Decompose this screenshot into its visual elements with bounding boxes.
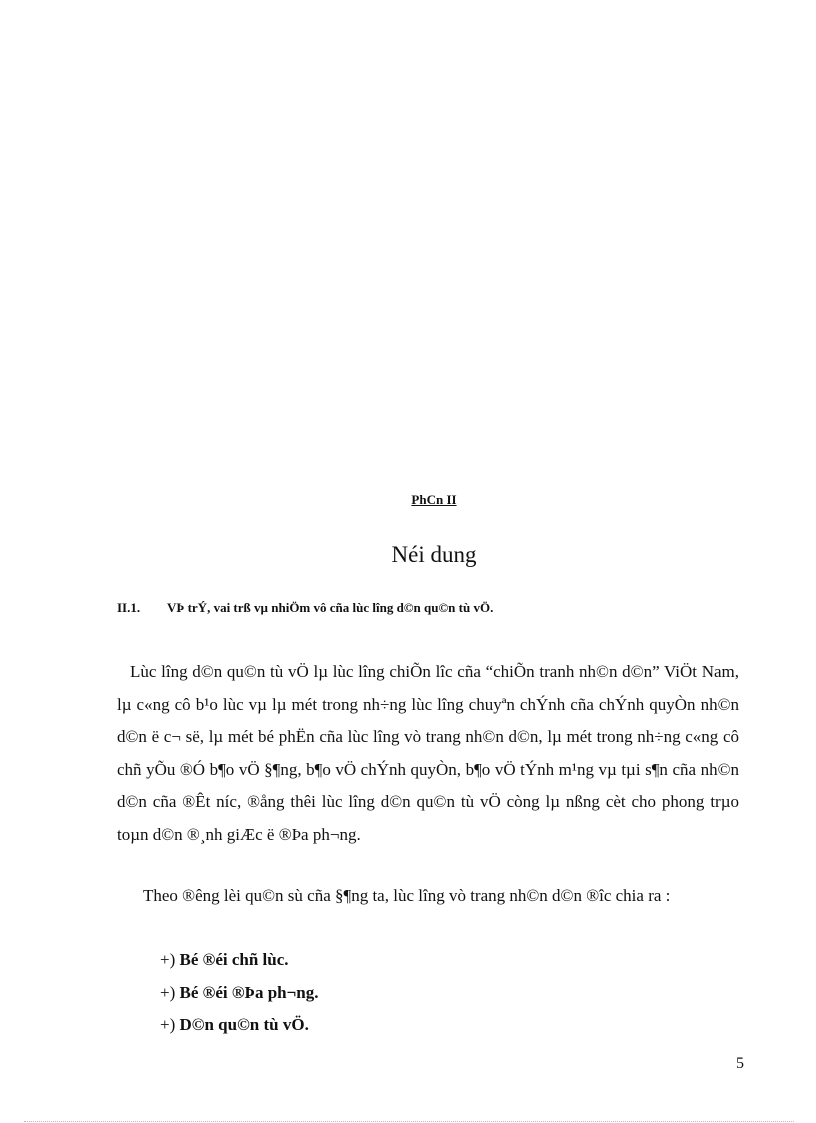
list-item-prefix: +): [160, 982, 176, 1002]
list-item-text: Bé ®éi chñ lùc.: [179, 950, 289, 969]
subsection-title: VÞ trÝ, vai trß vµ nhiÖm vô cña lùc lîng d©n qu©n tù vÖ.: [167, 600, 494, 615]
page-bottom-divider: [24, 1121, 794, 1122]
page-number: 5: [736, 1055, 744, 1072]
subsection-number: II.1.: [117, 600, 141, 615]
list-item-prefix: +): [160, 1015, 176, 1034]
list-item-prefix: +): [160, 950, 176, 969]
body-paragraph: Lùc lîng d©n qu©n tù vÖ lµ lùc lîng chiÕn lîc cña “chiÕn tranh nh©n d©n” ViÖt Nam, lµ c«ng cô b¹o lùc vµ lµ mét trong nh÷ng lùc lîng chuyªn chÝnh cña chÝnh quyÒn nh©n d©n ë c¬ së, lµ mét bé phËn cña lùc lîng vò trang nh©n d©n, lµ mét trong nh÷ng c«ng cô chñ yÕu ®Ó b¶o vÖ §¶ng, b¶o vÖ chÝnh quyÒn, b¶o vÖ tÝnh m¹ng vµ tµi s¶n cña nh©n d©n cña ®Êt níc, ®ång thêi lùc lîng d©n qu©n tù vÖ còng lµ nßng cèt cho phong trµo toµn d©n ®¸nh giÆc ë ®Þa ph¬ng.: [117, 662, 739, 844]
list-item-text: D©n qu©n tù vÖ.: [179, 1015, 309, 1034]
body-paragraph: Theo ®êng lèi qu©n sù cña §¶ng ta, lùc lîng vò trang nh©n d©n ®îc chia ra :: [143, 886, 671, 905]
part-heading: PhCn II: [411, 492, 457, 507]
list-item: [160, 946, 319, 979]
list-item: [160, 979, 319, 1012]
list-item: [160, 1011, 319, 1044]
subsection-heading: [117, 600, 493, 616]
section-title: Néi dung: [391, 542, 477, 567]
force-list: [160, 946, 319, 1044]
list-item-text: Bé ®éi ®Þa ph¬ng.: [179, 982, 319, 1002]
